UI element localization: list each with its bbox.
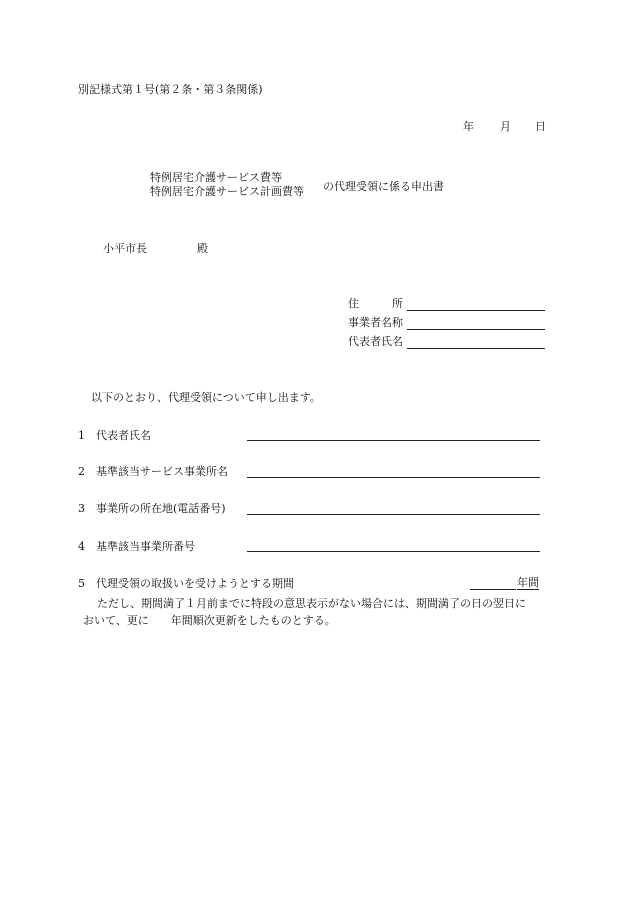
date-day-label: 日	[535, 120, 546, 133]
title-suffix: の代理受領に係る申出書	[323, 180, 444, 193]
period-unit: 年間	[517, 576, 539, 589]
date-month-label: 月	[500, 120, 511, 133]
item-label: 2 基準該当サービス事業所名	[78, 465, 228, 478]
business-name-field[interactable]	[407, 329, 545, 330]
address-label: 住 所	[348, 297, 403, 310]
title-line-1: 特例居宅介護サービス費等	[150, 171, 282, 184]
note-line-1: ただし、期間満了１月前までに特段の意思表示がない場合には、期間満了の日の翌日に	[97, 597, 526, 610]
addressee-name: 小平市長	[103, 242, 147, 255]
item-label: 4 基準該当事業所番号	[78, 540, 195, 553]
date-year-label: 年	[463, 120, 474, 133]
office-address-field[interactable]	[247, 514, 540, 515]
office-name-field[interactable]	[247, 477, 540, 478]
note-line-2: おいて、更に 年間順次更新をしたものとする。	[83, 614, 336, 627]
title-line-2: 特例居宅介護サービス計画費等	[150, 185, 304, 198]
item-label: 1 代表者氏名	[78, 429, 151, 442]
representative-field[interactable]	[407, 348, 545, 349]
office-number-field[interactable]	[247, 551, 540, 552]
intro-text: 以下のとおり、代理受領について申し出ます。	[91, 391, 321, 404]
business-name-label: 事業者名称	[348, 316, 403, 329]
representative-label: 代表者氏名	[348, 335, 403, 348]
form-number: 別記様式第１号(第２条・第３条関係)	[78, 83, 263, 96]
address-field[interactable]	[407, 310, 545, 311]
period-years-field[interactable]	[470, 589, 516, 590]
representative-name-field[interactable]	[247, 440, 540, 441]
item-label: 3 事業所の所在地(電話番号)	[78, 502, 226, 515]
addressee-honorific: 殿	[197, 242, 208, 255]
period-label: 5 代理受領の取扱いを受けようとする期間	[78, 577, 294, 590]
